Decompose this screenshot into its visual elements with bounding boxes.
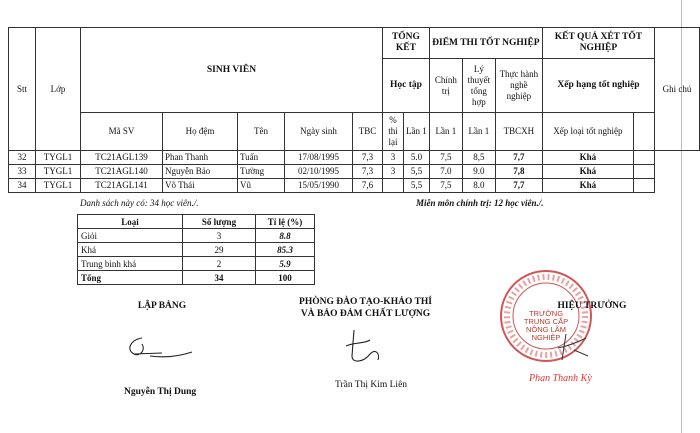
header-hoc-tap: Học tập — [383, 59, 430, 113]
hieu-truong-title: HIỆU TRƯỞNG — [557, 301, 627, 311]
cell-ten: Tuấn — [238, 151, 285, 165]
stat-row — [78, 243, 315, 257]
stat-total-loai: Tổng — [78, 271, 183, 285]
table-row — [9, 165, 700, 179]
lap-bang-title: LẬP BẢNG — [137, 301, 187, 311]
cell-ghi-chu — [633, 151, 654, 165]
header-ma-sv: Mã SV — [81, 113, 163, 151]
phong-title-line2: VÀ BẢO ĐẢM CHẤT LƯỢNG — [300, 309, 431, 319]
header-thuc-hanh: Thực hành nghề nghiệp — [495, 59, 542, 113]
cell-ghi-chu — [633, 165, 654, 179]
cell-thuc-hanh: 8,5 — [462, 151, 495, 165]
cell-lop: TYGL1 — [36, 165, 81, 179]
cell-ngay-sinh: 02/10/1995 — [285, 165, 353, 179]
header-ket-qua: KẾT QUẢ XÉT TỐT NGHIỆP — [542, 28, 654, 59]
list-count-note: Danh sách này có: 34 học viên./. — [80, 198, 199, 208]
statistics-table — [77, 214, 315, 285]
header-ghi-chu: Ghi chú — [655, 28, 700, 151]
cell-thuc-hanh: 9.0 — [462, 165, 495, 179]
cell-xep-loai: Khá — [542, 151, 633, 165]
header-xep-hang: Xếp hạng tốt nghiệp — [542, 59, 654, 113]
header-lan1-chinh-tri: Lần 1 — [404, 113, 430, 151]
cell-tbc: 7,6 — [353, 179, 383, 193]
header-tbcxh: TBCXH — [495, 113, 542, 151]
cell-ho-dem: Võ Thái — [163, 179, 238, 193]
stat-loai: Trung bình khá — [78, 257, 183, 271]
phong-name: Trần Thị Kim Liên — [335, 380, 408, 390]
header-lan1-thuc-hanh: Lần 1 — [462, 113, 495, 151]
cell-ngay-sinh: 15/05/1990 — [285, 179, 353, 193]
cell-ly-thuyet: 7.0 — [429, 165, 462, 179]
stat-total-so-luong: 34 — [183, 271, 256, 285]
stat-so-luong: 29 — [183, 243, 256, 257]
cell-stt: 32 — [9, 151, 36, 165]
stamp-text: TRƯỜNG TRUNG CẤP NÔNG LÂM NGHIỆP — [523, 309, 569, 342]
cell-tbcxh: 7,8 — [495, 165, 542, 179]
cell-chinh-tri: 5,5 — [404, 179, 430, 193]
stat-total-ti-le: 100 — [256, 271, 315, 285]
stat-header-loai: Loại — [78, 215, 183, 229]
header-chinh-tri: Chính trị — [429, 59, 462, 113]
cell-ly-thuyet: 7,5 — [429, 151, 462, 165]
stat-so-luong: 3 — [183, 229, 256, 243]
cell-lop: TYGL1 — [36, 151, 81, 165]
cell-thuc-hanh: 8.0 — [462, 179, 495, 193]
stat-ti-le: 8.8 — [256, 229, 315, 243]
lap-bang-signature — [120, 332, 200, 366]
cell-tbcxh: 7,7 — [495, 179, 542, 193]
header-tong-ket: TỔNG KẾT — [383, 28, 430, 59]
header-pct-thi-lai: % thi lại — [383, 113, 404, 151]
header-ten: Tên — [238, 113, 285, 151]
cell-ma-sv: TC21AGL141 — [81, 179, 163, 193]
cell-ten: Vũ — [238, 179, 285, 193]
cell-tbc: 7,3 — [353, 165, 383, 179]
header-ly-thuyet: Lý thuyết tổng hợp — [462, 59, 495, 113]
cell-ngay-sinh: 17/08/1995 — [285, 151, 353, 165]
stat-header-so-luong: Số lượng — [183, 215, 256, 229]
hieu-truong-signature — [554, 330, 594, 366]
header-diem-thi: ĐIỂM THI TỐT NGHIỆP — [429, 28, 542, 59]
table-row — [9, 179, 700, 193]
hieu-truong-name: Phan Thanh Kỳ — [529, 373, 592, 384]
cell-thi-lai: 3 — [383, 165, 404, 179]
stat-loai: Khá — [78, 243, 183, 257]
cell-tbcxh: 7,7 — [495, 151, 542, 165]
cell-thi-lai — [383, 179, 404, 193]
cell-ly-thuyet: 7,5 — [429, 179, 462, 193]
header-ngay-sinh: Ngày sinh — [285, 113, 353, 151]
stat-so-luong: 2 — [183, 257, 256, 271]
cell-stt: 33 — [9, 165, 36, 179]
cell-lop: TYGL1 — [36, 179, 81, 193]
cell-chinh-tri: 5,5 — [404, 165, 430, 179]
stat-ti-le: 5.9 — [256, 257, 315, 271]
stat-header-ti-le: Tỉ lệ (%) — [256, 215, 315, 229]
stat-loai: Giỏi — [78, 229, 183, 243]
cell-ma-sv: TC21AGL139 — [81, 151, 163, 165]
stat-row — [78, 229, 315, 243]
header-ho-dem: Họ đệm — [163, 113, 238, 151]
cell-xep-loai: Khá — [542, 179, 633, 193]
header-tbc: TBC — [353, 113, 383, 151]
header-lop: Lớp — [36, 28, 81, 151]
cell-xep-loai: Khá — [542, 165, 633, 179]
cell-chinh-tri: 5.0 — [404, 151, 430, 165]
cell-ghi-chu — [633, 179, 654, 193]
cell-thi-lai: 3 — [383, 151, 404, 165]
header-xep-loai: Xếp loại tốt nghiệp — [542, 113, 633, 151]
phong-signature — [330, 326, 400, 368]
cell-ho-dem: Phan Thanh — [163, 151, 238, 165]
lap-bang-name: Nguyễn Thị Dung — [124, 387, 197, 397]
table-row — [9, 151, 700, 165]
cell-ho-dem: Nguyễn Bảo — [163, 165, 238, 179]
header-stt: Stt — [9, 28, 36, 151]
phong-title-line1: PHÒNG ĐÀO TẠO-KHẢO THÍ — [299, 297, 432, 307]
exempt-note: Miễn môn chính trị: 12 học viên./. — [416, 198, 544, 208]
cell-ma-sv: TC21AGL140 — [81, 165, 163, 179]
cell-ten: Tường — [238, 165, 285, 179]
header-lan1-ly-thuyet: Lần 1 — [429, 113, 462, 151]
cell-stt: 34 — [9, 179, 36, 193]
header-sinh-vien: SINH VIÊN — [81, 28, 383, 113]
cell-tbc: 7,3 — [353, 151, 383, 165]
stat-ti-le: 85.3 — [256, 243, 315, 257]
stat-total-row — [78, 271, 315, 285]
results-table — [8, 27, 700, 193]
stat-row — [78, 257, 315, 271]
